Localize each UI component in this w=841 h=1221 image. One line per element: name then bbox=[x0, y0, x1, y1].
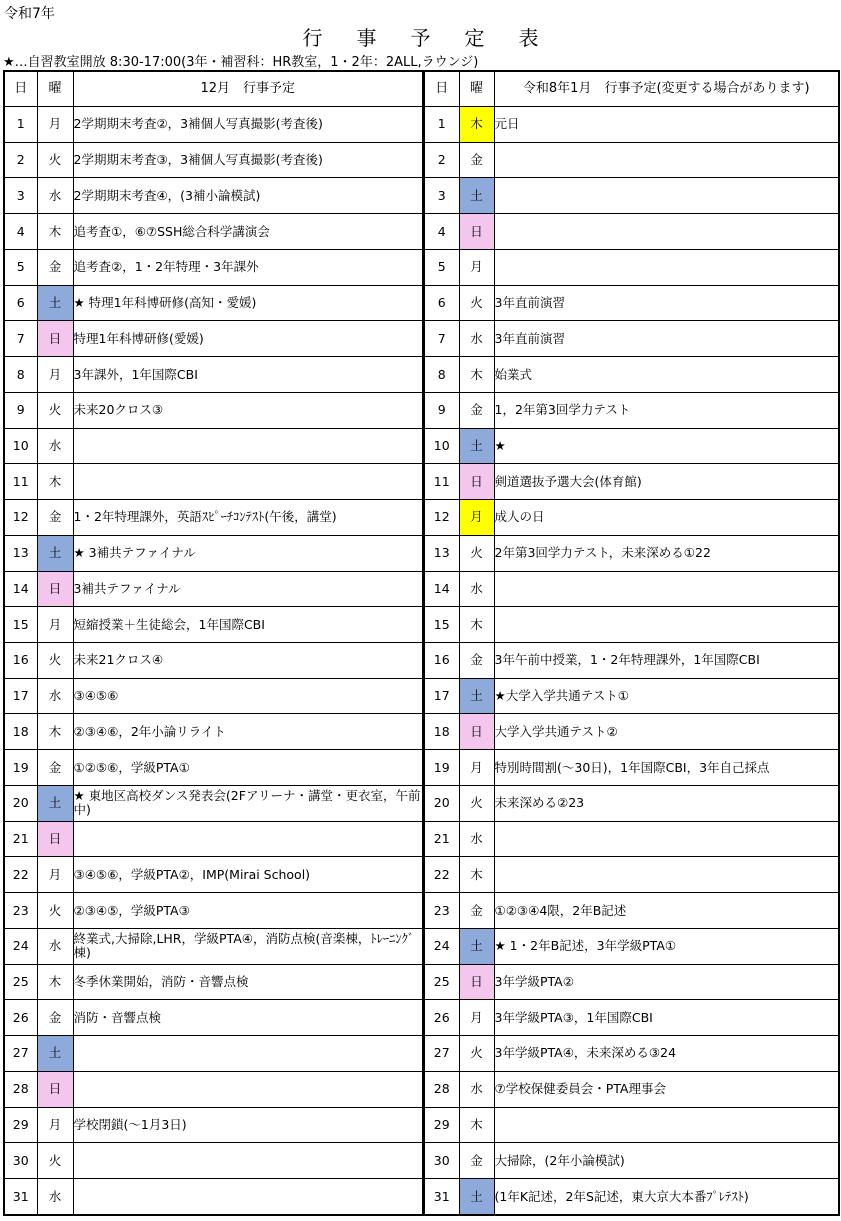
dec-weekday-cell: 火 bbox=[37, 142, 73, 178]
jan-event-cell: ⑦学校保健委員会・PTA理事会 bbox=[494, 1071, 839, 1107]
dec-weekday-cell: 火 bbox=[37, 1143, 73, 1179]
jan-weekday-cell: 木 bbox=[459, 107, 494, 143]
schedule-table bbox=[3, 70, 840, 1216]
dec-weekday-cell: 月 bbox=[37, 607, 73, 643]
dec-day-cell: 3 bbox=[4, 178, 37, 214]
table-row bbox=[4, 571, 839, 607]
jan-day-cell: 7 bbox=[424, 321, 459, 357]
jan-day-cell: 24 bbox=[424, 928, 459, 964]
dec-event-cell bbox=[73, 428, 423, 464]
jan-weekday-cell: 火 bbox=[459, 285, 494, 321]
table-row bbox=[4, 142, 839, 178]
table-row bbox=[4, 249, 839, 285]
jan-weekday-cell: 日 bbox=[459, 464, 494, 500]
jan-weekday-cell: 土 bbox=[459, 428, 494, 464]
dec-day-cell: 20 bbox=[4, 785, 37, 821]
jan-weekday-cell: 月 bbox=[459, 750, 494, 786]
jan-day-cell: 30 bbox=[424, 1143, 459, 1179]
jan-weekday-cell: 月 bbox=[459, 1000, 494, 1036]
dec-day-cell: 27 bbox=[4, 1036, 37, 1072]
dec-day-cell: 7 bbox=[4, 321, 37, 357]
dec-day-cell: 25 bbox=[4, 964, 37, 1000]
jan-weekday-cell: 金 bbox=[459, 1143, 494, 1179]
page-title: 行事予定表 bbox=[302, 26, 573, 50]
jan-event-cell bbox=[494, 821, 839, 857]
jan-event-cell bbox=[494, 142, 839, 178]
table-row bbox=[4, 428, 839, 464]
jan-day-cell: 27 bbox=[424, 1036, 459, 1072]
jan-weekday-cell: 日 bbox=[459, 214, 494, 250]
dec-day-cell: 28 bbox=[4, 1071, 37, 1107]
dec-weekday-cell: 月 bbox=[37, 357, 73, 393]
dec-day-cell: 22 bbox=[4, 857, 37, 893]
table-row bbox=[4, 535, 839, 571]
jan-day-cell: 6 bbox=[424, 285, 459, 321]
jan-weekday-cell: 金 bbox=[459, 643, 494, 679]
jan-day-cell: 4 bbox=[424, 214, 459, 250]
jan-weekday-cell: 木 bbox=[459, 1107, 494, 1143]
jan-weekday-cell: 土 bbox=[459, 928, 494, 964]
jan-event-cell: 特別時間割(～30日)，1年国際CBI，3年自己採点 bbox=[494, 750, 839, 786]
table-row bbox=[4, 178, 839, 214]
jan-weekday-cell: 日 bbox=[459, 714, 494, 750]
table-row bbox=[4, 750, 839, 786]
table-row bbox=[4, 392, 839, 428]
dec-event-cell bbox=[73, 464, 423, 500]
dec-weekday-cell: 金 bbox=[37, 500, 73, 536]
jan-day-cell: 16 bbox=[424, 643, 459, 679]
jan-event-cell: 3年学級PTA④，未来深める③24 bbox=[494, 1036, 839, 1072]
table-row bbox=[4, 714, 839, 750]
jan-event-cell: 3年直前演習 bbox=[494, 285, 839, 321]
dec-day-cell: 16 bbox=[4, 643, 37, 679]
jan-event-cell: (1年K記述，2年S記述，東大京大本番ﾌﾟﾚﾃｽﾄ) bbox=[494, 1179, 839, 1215]
jan-day-cell: 2 bbox=[424, 142, 459, 178]
jan-weekday-cell: 火 bbox=[459, 1036, 494, 1072]
jan-day-cell: 13 bbox=[424, 535, 459, 571]
jan-event-cell: 2年第3回学力テスト，未来深める①22 bbox=[494, 535, 839, 571]
dec-weekday-cell: 水 bbox=[37, 678, 73, 714]
dec-event-cell: 消防・音響点検 bbox=[73, 1000, 423, 1036]
jan-event-cell bbox=[494, 249, 839, 285]
jan-day-cell: 12 bbox=[424, 500, 459, 536]
dec-weekday-cell: 火 bbox=[37, 643, 73, 679]
dec-event-cell bbox=[73, 1071, 423, 1107]
table-row bbox=[4, 1143, 839, 1179]
dec-day-cell: 21 bbox=[4, 821, 37, 857]
jan-day-cell: 8 bbox=[424, 357, 459, 393]
era-label: 令和7年 bbox=[4, 6, 55, 22]
dec-day-cell: 12 bbox=[4, 500, 37, 536]
jan-day-cell: 5 bbox=[424, 249, 459, 285]
dec-day-cell: 15 bbox=[4, 607, 37, 643]
dec-event-cell: ②③④⑤，学級PTA③ bbox=[73, 893, 423, 929]
table-row bbox=[4, 321, 839, 357]
jan-weekday-cell: 日 bbox=[459, 964, 494, 1000]
dec-day-cell: 10 bbox=[4, 428, 37, 464]
jan-weekday-cell: 木 bbox=[459, 857, 494, 893]
jan-event-cell: 大掃除，(2年小論模試) bbox=[494, 1143, 839, 1179]
dec-event-cell: ★ 特理1年科博研修(高知・愛媛) bbox=[73, 285, 423, 321]
dec-weekday-cell: 金 bbox=[37, 750, 73, 786]
dec-event-cell: 追考査②，1・2年特理・3年課外 bbox=[73, 249, 423, 285]
dec-day-cell: 17 bbox=[4, 678, 37, 714]
dec-event-cell: 3年課外，1年国際CBI bbox=[73, 357, 423, 393]
jan-event-cell bbox=[494, 607, 839, 643]
dec-day-cell: 13 bbox=[4, 535, 37, 571]
dec-event-cell: ★ 東地区高校ダンス発表会(2Fアリーナ・講堂・更衣室，午前中) bbox=[73, 785, 423, 821]
dec-event-cell: 2学期期末考査②，3補個人写真撮影(考査後) bbox=[73, 107, 423, 143]
table-row bbox=[4, 285, 839, 321]
dec-event-cell: ③④⑤⑥，学級PTA②，IMP(Mirai School) bbox=[73, 857, 423, 893]
dec-event-cell bbox=[73, 1143, 423, 1179]
dec-event-cell: 2学期期末考査④，(3補小論模試) bbox=[73, 178, 423, 214]
dec-day-header: 日 bbox=[4, 71, 37, 107]
dec-event-cell: 学校閉鎖(～1月3日) bbox=[73, 1107, 423, 1143]
jan-day-cell: 26 bbox=[424, 1000, 459, 1036]
dec-day-cell: 11 bbox=[4, 464, 37, 500]
dec-weekday-cell: 火 bbox=[37, 893, 73, 929]
jan-weekday-cell: 水 bbox=[459, 1071, 494, 1107]
jan-weekday-cell: 水 bbox=[459, 321, 494, 357]
jan-weekday-cell: 水 bbox=[459, 821, 494, 857]
jan-weekday-cell: 水 bbox=[459, 571, 494, 607]
dec-weekday-cell: 水 bbox=[37, 428, 73, 464]
jan-day-cell: 14 bbox=[424, 571, 459, 607]
jan-event-cell bbox=[494, 1107, 839, 1143]
jan-weekday-cell: 月 bbox=[459, 249, 494, 285]
dec-day-cell: 26 bbox=[4, 1000, 37, 1036]
table-row bbox=[4, 1107, 839, 1143]
jan-event-cell: 未来深める②23 bbox=[494, 785, 839, 821]
jan-weekday-cell: 金 bbox=[459, 893, 494, 929]
dec-event-cell: 追考査①，⑥⑦SSH総合科学講演会 bbox=[73, 214, 423, 250]
dec-weekday-cell: 水 bbox=[37, 1179, 73, 1215]
dec-event-cell bbox=[73, 1036, 423, 1072]
dec-weekday-cell: 木 bbox=[37, 964, 73, 1000]
table-row bbox=[4, 1071, 839, 1107]
dec-event-cell: 短縮授業＋生徒総会，1年国際CBI bbox=[73, 607, 423, 643]
jan-event-cell: ★ 1・2年B記述，3年学級PTA① bbox=[494, 928, 839, 964]
jan-event-cell: 3年学級PTA③，1年国際CBI bbox=[494, 1000, 839, 1036]
dec-weekday-cell: 月 bbox=[37, 107, 73, 143]
jan-weekday-header: 曜 bbox=[459, 71, 494, 107]
table-row bbox=[4, 500, 839, 536]
table-row bbox=[4, 357, 839, 393]
dec-event-cell: ★ 3補共テファイナル bbox=[73, 535, 423, 571]
jan-day-cell: 31 bbox=[424, 1179, 459, 1215]
jan-day-cell: 23 bbox=[424, 893, 459, 929]
dec-weekday-header: 曜 bbox=[37, 71, 73, 107]
dec-day-cell: 14 bbox=[4, 571, 37, 607]
dec-event-cell: ①②⑤⑥，学級PTA① bbox=[73, 750, 423, 786]
jan-event-cell bbox=[494, 214, 839, 250]
table-row bbox=[4, 785, 839, 821]
study-room-note: ★…自習教室開放 8:30-17:00(3年・補習科：HR教室，1・2年：2ALL,ラウンジ) bbox=[3, 55, 479, 70]
dec-event-cell: 3補共テファイナル bbox=[73, 571, 423, 607]
dec-event-cell: 終業式,大掃除,LHR，学級PTA④，消防点検(音楽棟，ﾄﾚｰﾆﾝｸﾞ棟) bbox=[73, 928, 423, 964]
dec-day-cell: 5 bbox=[4, 249, 37, 285]
dec-day-cell: 8 bbox=[4, 357, 37, 393]
jan-weekday-cell: 土 bbox=[459, 678, 494, 714]
dec-event-cell: 2学期期末考査③，3補個人写真撮影(考査後) bbox=[73, 142, 423, 178]
dec-weekday-cell: 水 bbox=[37, 178, 73, 214]
dec-event-cell: 未来21クロス④ bbox=[73, 643, 423, 679]
dec-day-cell: 19 bbox=[4, 750, 37, 786]
dec-event-cell: ②③④⑥，2年小論リライト bbox=[73, 714, 423, 750]
jan-event-cell bbox=[494, 857, 839, 893]
dec-weekday-cell: 木 bbox=[37, 214, 73, 250]
table-row bbox=[4, 607, 839, 643]
jan-event-cell: 元日 bbox=[494, 107, 839, 143]
dec-events-header: 12月 行事予定 bbox=[73, 71, 423, 107]
dec-weekday-cell: 土 bbox=[37, 1036, 73, 1072]
dec-day-cell: 29 bbox=[4, 1107, 37, 1143]
jan-day-cell: 22 bbox=[424, 857, 459, 893]
dec-day-cell: 30 bbox=[4, 1143, 37, 1179]
dec-weekday-cell: 月 bbox=[37, 1107, 73, 1143]
dec-weekday-cell: 金 bbox=[37, 1000, 73, 1036]
jan-event-cell: 大学入学共通テスト② bbox=[494, 714, 839, 750]
jan-weekday-cell: 土 bbox=[459, 1179, 494, 1215]
jan-day-cell: 20 bbox=[424, 785, 459, 821]
table-row bbox=[4, 107, 839, 143]
dec-event-cell bbox=[73, 821, 423, 857]
jan-event-cell: 始業式 bbox=[494, 357, 839, 393]
jan-event-cell: 1，2年第3回学力テスト bbox=[494, 392, 839, 428]
jan-day-cell: 25 bbox=[424, 964, 459, 1000]
jan-weekday-cell: 月 bbox=[459, 500, 494, 536]
jan-weekday-cell: 火 bbox=[459, 535, 494, 571]
jan-event-cell: ①②③④4限，2年B記述 bbox=[494, 893, 839, 929]
table-row bbox=[4, 857, 839, 893]
jan-event-cell: 剣道選抜予選大会(体育館) bbox=[494, 464, 839, 500]
table-row bbox=[4, 1179, 839, 1215]
dec-weekday-cell: 金 bbox=[37, 249, 73, 285]
dec-event-cell bbox=[73, 1179, 423, 1215]
jan-event-cell bbox=[494, 571, 839, 607]
table-header-row bbox=[4, 71, 839, 107]
jan-weekday-cell: 金 bbox=[459, 142, 494, 178]
table-row bbox=[4, 964, 839, 1000]
dec-weekday-cell: 土 bbox=[37, 785, 73, 821]
dec-event-cell: 未来20クロス③ bbox=[73, 392, 423, 428]
jan-event-cell bbox=[494, 178, 839, 214]
jan-event-cell: 成人の日 bbox=[494, 500, 839, 536]
dec-weekday-cell: 水 bbox=[37, 928, 73, 964]
jan-event-cell: ★ bbox=[494, 428, 839, 464]
jan-events-header: 令和8年1月 行事予定(変更する場合があります) bbox=[494, 71, 839, 107]
table-row bbox=[4, 464, 839, 500]
jan-day-header: 日 bbox=[424, 71, 459, 107]
jan-day-cell: 15 bbox=[424, 607, 459, 643]
table-row bbox=[4, 821, 839, 857]
jan-weekday-cell: 金 bbox=[459, 392, 494, 428]
dec-event-cell: 冬季休業開始，消防・音響点検 bbox=[73, 964, 423, 1000]
dec-weekday-cell: 土 bbox=[37, 535, 73, 571]
jan-day-cell: 21 bbox=[424, 821, 459, 857]
table-row bbox=[4, 643, 839, 679]
dec-day-cell: 4 bbox=[4, 214, 37, 250]
jan-day-cell: 29 bbox=[424, 1107, 459, 1143]
dec-weekday-cell: 日 bbox=[37, 821, 73, 857]
dec-weekday-cell: 木 bbox=[37, 714, 73, 750]
dec-weekday-cell: 木 bbox=[37, 464, 73, 500]
dec-weekday-cell: 月 bbox=[37, 857, 73, 893]
jan-day-cell: 18 bbox=[424, 714, 459, 750]
jan-weekday-cell: 土 bbox=[459, 178, 494, 214]
jan-day-cell: 10 bbox=[424, 428, 459, 464]
dec-event-cell: 特理1年科博研修(愛媛) bbox=[73, 321, 423, 357]
dec-day-cell: 1 bbox=[4, 107, 37, 143]
jan-day-cell: 1 bbox=[424, 107, 459, 143]
dec-weekday-cell: 土 bbox=[37, 285, 73, 321]
jan-weekday-cell: 木 bbox=[459, 607, 494, 643]
jan-day-cell: 28 bbox=[424, 1071, 459, 1107]
jan-event-cell: ★大学入学共通テスト① bbox=[494, 678, 839, 714]
table-row bbox=[4, 214, 839, 250]
dec-weekday-cell: 日 bbox=[37, 571, 73, 607]
dec-weekday-cell: 日 bbox=[37, 1071, 73, 1107]
jan-day-cell: 19 bbox=[424, 750, 459, 786]
dec-weekday-cell: 日 bbox=[37, 321, 73, 357]
dec-day-cell: 31 bbox=[4, 1179, 37, 1215]
jan-event-cell: 3年学級PTA② bbox=[494, 964, 839, 1000]
dec-day-cell: 2 bbox=[4, 142, 37, 178]
dec-day-cell: 23 bbox=[4, 893, 37, 929]
dec-day-cell: 18 bbox=[4, 714, 37, 750]
jan-weekday-cell: 木 bbox=[459, 357, 494, 393]
dec-day-cell: 6 bbox=[4, 285, 37, 321]
dec-day-cell: 24 bbox=[4, 928, 37, 964]
table-row bbox=[4, 678, 839, 714]
table-row bbox=[4, 1036, 839, 1072]
jan-day-cell: 9 bbox=[424, 392, 459, 428]
jan-day-cell: 11 bbox=[424, 464, 459, 500]
jan-event-cell: 3年直前演習 bbox=[494, 321, 839, 357]
dec-event-cell: 1・2年特理課外，英語ｽﾋﾟｰﾁｺﾝﾃｽﾄ(午後，講堂) bbox=[73, 500, 423, 536]
jan-day-cell: 3 bbox=[424, 178, 459, 214]
table-row bbox=[4, 1000, 839, 1036]
dec-day-cell: 9 bbox=[4, 392, 37, 428]
dec-event-cell: ③④⑤⑥ bbox=[73, 678, 423, 714]
jan-day-cell: 17 bbox=[424, 678, 459, 714]
jan-weekday-cell: 火 bbox=[459, 785, 494, 821]
dec-weekday-cell: 火 bbox=[37, 392, 73, 428]
table-row bbox=[4, 893, 839, 929]
table-row bbox=[4, 928, 839, 964]
jan-event-cell: 3年午前中授業，1・2年特理課外，1年国際CBI bbox=[494, 643, 839, 679]
